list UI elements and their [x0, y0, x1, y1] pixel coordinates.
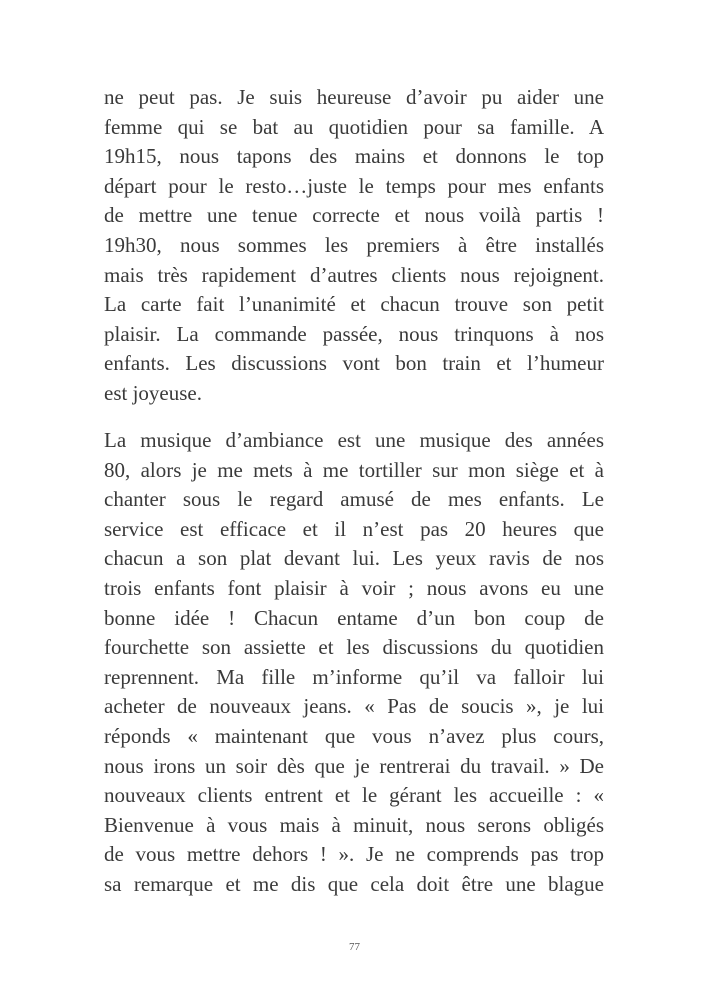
- text-line: 19h30, nous sommes les premiers à être installés: [104, 232, 604, 257]
- text-line: départ pour le resto…juste le temps pour mes enfants: [104, 173, 604, 198]
- text-line: 80, alors je me mets à me tortiller sur mon siège et à: [104, 457, 604, 482]
- text-line: bonne idée ! Chacun entame d’un bon coup de: [104, 605, 604, 630]
- text-line: de mettre une tenue correcte et nous voilà partis !: [104, 203, 604, 228]
- text-line: est joyeuse.: [104, 380, 202, 405]
- text-line: femme qui se bat au quotidien pour sa famille. A: [104, 114, 604, 139]
- text-line: nous irons un soir dès que je rentrerai du travail. » De: [104, 753, 604, 778]
- paragraph-1: [104, 83, 604, 409]
- text-line: fourchette son assiette et les discussions du quotidien: [104, 635, 604, 660]
- text-line: mais très rapidement d’autres clients nous rejoignent.: [104, 262, 604, 287]
- text-line: Bienvenue à vous mais à minuit, nous serons obligés: [104, 812, 604, 837]
- text-line: chanter sous le regard amusé de mes enfants. Le: [104, 487, 604, 512]
- text-line: service est efficace et il n’est pas 20 heures que: [104, 516, 604, 541]
- text-line: reprennent. Ma fille m’informe qu’il va falloir lui: [104, 664, 604, 689]
- text-line: sa remarque et me dis que cela doit être une blague: [104, 871, 604, 896]
- text-line: réponds « maintenant que vous n’avez plus cours,: [104, 723, 604, 748]
- text-line: acheter de nouveaux jeans. « Pas de soucis », je lui: [104, 694, 604, 719]
- page-number: 77: [349, 941, 360, 953]
- text-line: plaisir. La commande passée, nous trinquons à nos: [104, 321, 604, 346]
- text-line: La musique d’ambiance est une musique des années: [104, 428, 604, 452]
- text-line: chacun a son plat devant lui. Les yeux ravis de nos: [104, 546, 604, 571]
- text-line: La carte fait l’unanimité et chacun trouve son petit: [104, 292, 604, 317]
- text-line: trois enfants font plaisir à voir ; nous avons eu une: [104, 575, 604, 600]
- text-line: 19h15, nous tapons des mains et donnons le top: [104, 144, 604, 169]
- text-line: nouveaux clients entrent et le gérant les accueille : «: [104, 783, 604, 808]
- paragraph-2: [104, 426, 604, 900]
- text-line: ne peut pas. Je suis heureuse d’avoir pu aider une: [104, 85, 604, 109]
- text-line: enfants. Les discussions vont bon train et l’humeur: [104, 351, 604, 376]
- text-line: de vous mettre dehors ! ». Je ne comprends pas trop: [104, 842, 604, 867]
